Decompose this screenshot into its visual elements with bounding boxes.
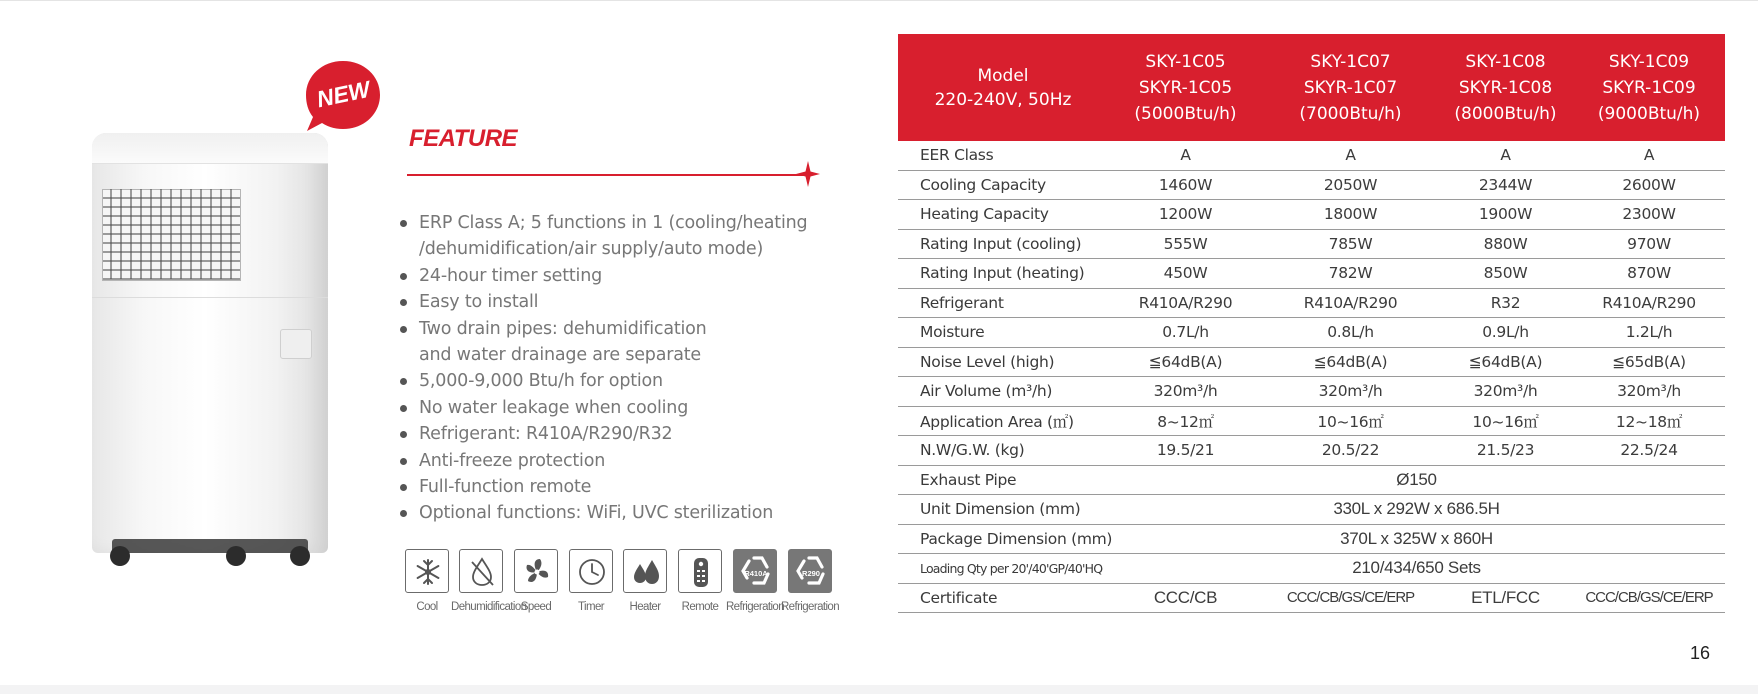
icon-label: Refrigeration bbox=[725, 601, 785, 613]
row-label: Loading Qty per 20'/40'GP/40'HQ bbox=[898, 554, 1108, 584]
cell: 10~16㎡ bbox=[1263, 406, 1438, 436]
cell: 785W bbox=[1263, 229, 1438, 259]
water-drop-slash-icon bbox=[459, 549, 503, 593]
cell: 12~18㎡ bbox=[1573, 406, 1725, 436]
feature-text: Optional functions: WiFi, UVC sterilization bbox=[419, 503, 774, 524]
cell: 320m³/h bbox=[1108, 377, 1263, 407]
cell: 8~12㎡ bbox=[1108, 406, 1263, 436]
cell: 0.7L/h bbox=[1108, 318, 1263, 348]
model-column-header: SKY-1C08 SKYR-1C08 (8000Btu/h) bbox=[1438, 34, 1573, 141]
feature-bullet bbox=[398, 500, 807, 526]
feature-bullet bbox=[398, 368, 807, 394]
feature-text: and water drainage are separate bbox=[419, 345, 701, 366]
merged-cell: 330L x 292W x 686.5H bbox=[1108, 495, 1725, 525]
caster-wheel bbox=[290, 546, 310, 566]
icon-label: Remote bbox=[681, 601, 719, 613]
cell: 880W bbox=[1438, 229, 1573, 259]
cell: 450W bbox=[1108, 259, 1263, 289]
model-label: Model bbox=[977, 65, 1029, 86]
model-column-header: SKY-1C09 SKYR-1C09 (9000Btu/h) bbox=[1573, 34, 1725, 141]
cell: 1460W bbox=[1108, 170, 1263, 200]
row-label: Moisture bbox=[898, 318, 1108, 348]
cell: R410A/R290 bbox=[1263, 288, 1438, 318]
cell: R32 bbox=[1438, 288, 1573, 318]
table-row bbox=[898, 318, 1725, 348]
icon-label: Dehumidification bbox=[451, 601, 527, 613]
feature-text: Easy to install bbox=[419, 292, 539, 313]
icon-label: Timer bbox=[578, 601, 604, 613]
cell: 0.8L/h bbox=[1263, 318, 1438, 348]
cell: 2344W bbox=[1438, 170, 1573, 200]
cell: 1200W bbox=[1108, 200, 1263, 230]
cell: ≦64dB(A) bbox=[1438, 347, 1573, 377]
feature-text: 24-hour timer setting bbox=[419, 265, 602, 286]
cell: CCC/CB/GS/CE/ERP bbox=[1263, 583, 1438, 613]
table-row bbox=[898, 406, 1725, 436]
cell: 10~16㎡ bbox=[1438, 406, 1573, 436]
feature-list bbox=[398, 210, 807, 527]
table-row bbox=[898, 259, 1725, 289]
cell: CCC/CB bbox=[1108, 583, 1263, 613]
table-row bbox=[898, 347, 1725, 377]
table-row bbox=[898, 465, 1725, 495]
row-label: Exhaust Pipe bbox=[898, 465, 1108, 495]
feature-bullet bbox=[398, 421, 807, 447]
feature-bullet bbox=[398, 263, 807, 289]
feature-text: /dehumidification/air supply/auto mode) bbox=[419, 239, 764, 260]
cell: ≦65dB(A) bbox=[1573, 347, 1725, 377]
feature-text: ERP Class A; 5 functions in 1 (cooling/heating bbox=[419, 213, 808, 233]
cell: R410A/R290 bbox=[1573, 288, 1725, 318]
cell: 870W bbox=[1573, 259, 1725, 289]
cell: A bbox=[1573, 141, 1725, 170]
table-row bbox=[898, 141, 1725, 170]
feature-bullet bbox=[398, 316, 807, 369]
row-label: Rating Input (cooling) bbox=[898, 229, 1108, 259]
table-row bbox=[898, 554, 1725, 584]
function-icons bbox=[405, 549, 845, 619]
table-row bbox=[898, 200, 1725, 230]
feature-bullet bbox=[398, 448, 807, 474]
row-label: Unit Dimension (mm) bbox=[898, 495, 1108, 525]
cell: CCC/CB/GS/CE/ERP bbox=[1573, 583, 1725, 613]
icon-label: Speed bbox=[520, 601, 552, 613]
table-row bbox=[898, 524, 1725, 554]
cell: 19.5/21 bbox=[1108, 436, 1263, 466]
cell: 1900W bbox=[1438, 200, 1573, 230]
feature-bullet bbox=[398, 474, 807, 500]
remote-control-icon bbox=[678, 549, 722, 593]
feature-divider bbox=[407, 174, 804, 176]
model-column-header: SKY-1C05 SKYR-1C05 (5000Btu/h) bbox=[1108, 34, 1263, 141]
clock-icon bbox=[569, 549, 613, 593]
new-badge bbox=[303, 59, 383, 133]
merged-cell: 210/434/650 Sets bbox=[1108, 554, 1725, 584]
table-row bbox=[898, 170, 1725, 200]
cell: R410A/R290 bbox=[1108, 288, 1263, 318]
table-row bbox=[898, 583, 1725, 613]
badge-text: NEW bbox=[314, 75, 373, 113]
table-row bbox=[898, 288, 1725, 318]
feature-text: Two drain pipes: dehumidification bbox=[419, 318, 707, 339]
side-handle bbox=[280, 329, 312, 359]
merged-cell: Ø150 bbox=[1108, 465, 1725, 495]
row-label: Package Dimension (mm) bbox=[898, 524, 1108, 554]
cell: ETL/FCC bbox=[1438, 583, 1573, 613]
sparkle-icon bbox=[796, 161, 820, 187]
cell: 21.5/23 bbox=[1438, 436, 1573, 466]
model-column-header: SKY-1C07 SKYR-1C07 (7000Btu/h) bbox=[1263, 34, 1438, 141]
caster-wheel bbox=[226, 546, 246, 566]
cell: 22.5/24 bbox=[1573, 436, 1725, 466]
icon-badge-text: R410A bbox=[744, 569, 768, 578]
icon-label: Heater bbox=[629, 601, 661, 613]
cell: 850W bbox=[1438, 259, 1573, 289]
cell: 2050W bbox=[1263, 170, 1438, 200]
icon-badge-text: R290 bbox=[802, 569, 820, 578]
cell: 320m³/h bbox=[1438, 377, 1573, 407]
row-label: Heating Capacity bbox=[898, 200, 1108, 230]
table-row bbox=[898, 377, 1725, 407]
row-label: Refrigerant bbox=[898, 288, 1108, 318]
snowflake-icon bbox=[405, 549, 449, 593]
feature-bullet bbox=[398, 210, 807, 263]
cell: 20.5/22 bbox=[1263, 436, 1438, 466]
spec-table bbox=[898, 34, 1725, 613]
air-outlet-louvers bbox=[102, 189, 239, 279]
cell: 2300W bbox=[1573, 200, 1725, 230]
row-label: Application Area (㎡) bbox=[898, 406, 1108, 436]
icon-label: Cool bbox=[416, 601, 438, 613]
row-label: Cooling Capacity bbox=[898, 170, 1108, 200]
cell: 320m³/h bbox=[1263, 377, 1438, 407]
caster-wheel bbox=[110, 546, 130, 566]
cell: A bbox=[1263, 141, 1438, 170]
cell: ≦64dB(A) bbox=[1263, 347, 1438, 377]
feature-text: Refrigerant: R410A/R290/R32 bbox=[419, 424, 673, 445]
recycle-icon bbox=[788, 549, 832, 593]
cell: 2600W bbox=[1573, 170, 1725, 200]
row-label: Noise Level (high) bbox=[898, 347, 1108, 377]
feature-bullet bbox=[398, 289, 807, 315]
fan-icon bbox=[514, 549, 558, 593]
cell: 970W bbox=[1573, 229, 1725, 259]
table-row bbox=[898, 495, 1725, 525]
table-header-row bbox=[898, 34, 1725, 141]
feature-bullet bbox=[398, 395, 807, 421]
feature-title: FEATURE bbox=[409, 125, 518, 152]
feature-text: Full-function remote bbox=[419, 477, 592, 498]
recycle-icon bbox=[733, 549, 777, 593]
row-label: Certificate bbox=[898, 583, 1108, 613]
row-label: EER Class bbox=[898, 141, 1108, 170]
cell: 1800W bbox=[1263, 200, 1438, 230]
cell: ≦64dB(A) bbox=[1108, 347, 1263, 377]
row-label: N.W/G.W. (kg) bbox=[898, 436, 1108, 466]
table-row bbox=[898, 229, 1725, 259]
cell: A bbox=[1438, 141, 1573, 170]
cell: 0.9L/h bbox=[1438, 318, 1573, 348]
cell: 320m³/h bbox=[1573, 377, 1725, 407]
feature-text: Anti-freeze protection bbox=[419, 450, 606, 471]
feature-text: No water leakage when cooling bbox=[419, 397, 689, 418]
feature-text: 5,000-9,000 Btu/h for option bbox=[419, 371, 663, 392]
cell: 782W bbox=[1263, 259, 1438, 289]
table-row bbox=[898, 436, 1725, 466]
page-number: 16 bbox=[1690, 643, 1711, 663]
row-label: Rating Input (heating) bbox=[898, 259, 1108, 289]
row-label: Air Volume (m³/h) bbox=[898, 377, 1108, 407]
cell: A bbox=[1108, 141, 1263, 170]
wheel-base bbox=[112, 539, 308, 553]
cell: 1.2L/h bbox=[1573, 318, 1725, 348]
model-header bbox=[898, 34, 1108, 141]
voltage-label: 220-240V, 50Hz bbox=[934, 89, 1072, 110]
air-conditioner-top bbox=[92, 133, 328, 164]
merged-cell: 370L x 325W x 860H bbox=[1108, 524, 1725, 554]
icon-label: Refrigeration bbox=[780, 601, 840, 613]
panel-seam bbox=[92, 297, 328, 298]
heat-drops-icon bbox=[623, 549, 667, 593]
cell: 555W bbox=[1108, 229, 1263, 259]
